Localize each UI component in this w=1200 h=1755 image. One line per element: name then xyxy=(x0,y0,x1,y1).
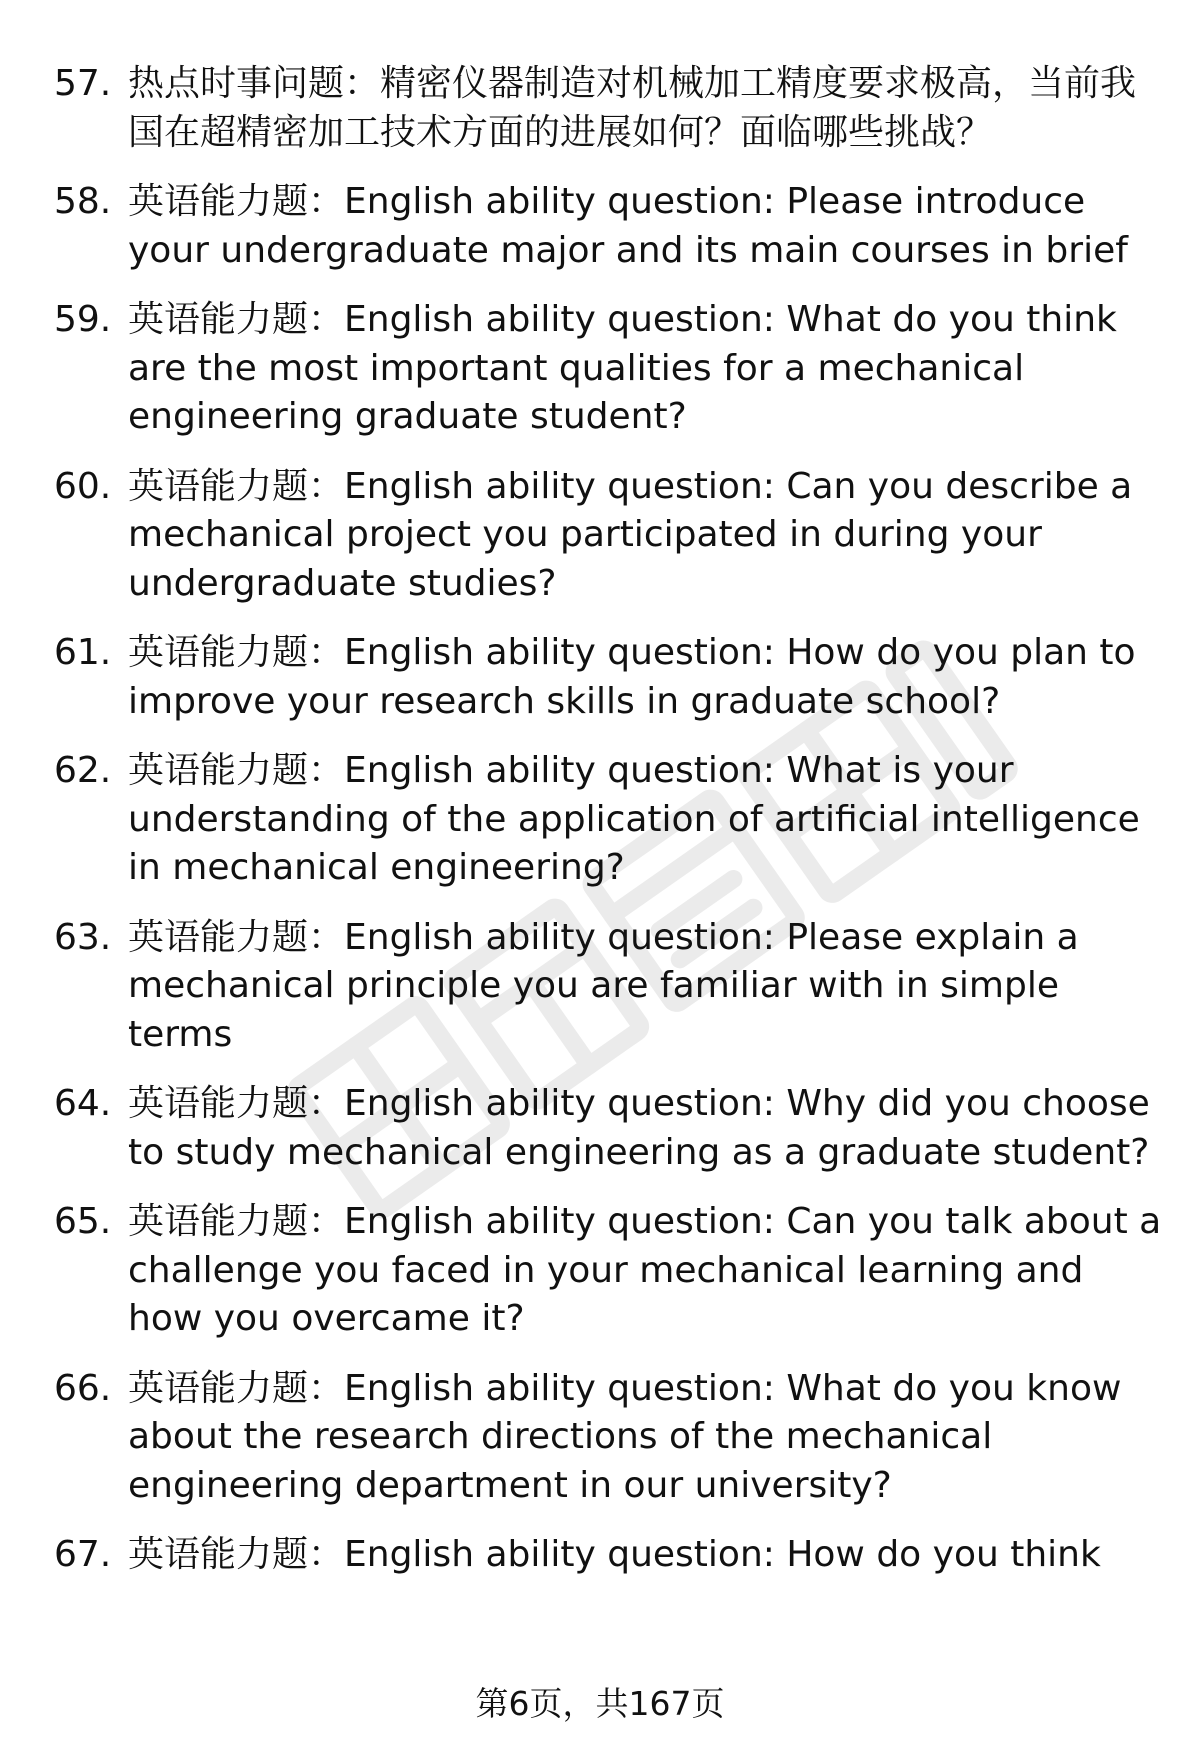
question-item xyxy=(54,1531,1164,1580)
question-category: 英语能力题： xyxy=(128,632,345,673)
question-item xyxy=(54,629,1164,726)
question-number: 57. xyxy=(54,63,112,104)
question-body: English ability question: What is your understanding of the application of artificial intelligence in mechanical engineering? xyxy=(128,750,1140,888)
question-text xyxy=(128,1198,1164,1344)
question-text xyxy=(128,463,1164,609)
question-body: English ability question: Please explain a mechanical principle you are familiar with in simple terms xyxy=(128,916,1079,1055)
question-number: 58. xyxy=(54,181,112,222)
question-body: English ability question: Can you describe a mechanical project you participated in during your undergraduate studies? xyxy=(128,465,1133,604)
question-item xyxy=(54,1080,1164,1177)
question-body: English ability question: What do you think are the most important qualities for a mechanical engineering graduate student? xyxy=(128,299,1117,437)
question-text xyxy=(128,296,1164,442)
question-body: 精密仪器制造对机械加工精度要求极高，当前我国在超精密加工技术方面的进展如何？面临哪些挑战？ xyxy=(128,63,1137,153)
question-body: English ability question: Why did you choose to study mechanical engineering as a graduate student? xyxy=(128,1083,1150,1173)
question-number: 64. xyxy=(54,1083,112,1124)
question-text xyxy=(128,178,1164,275)
question-number: 65. xyxy=(54,1201,112,1242)
question-category: 英语能力题： xyxy=(128,465,345,507)
question-number: 59. xyxy=(54,299,112,340)
question-item xyxy=(54,178,1164,275)
question-category: 英语能力题： xyxy=(128,1367,345,1409)
question-number: 60. xyxy=(54,465,112,507)
question-number: 62. xyxy=(54,750,112,791)
question-number: 63. xyxy=(54,916,112,958)
question-body: English ability question: How do you think xyxy=(344,1534,1101,1575)
question-category: 英语能力题： xyxy=(128,1083,345,1124)
question-category: 英语能力题： xyxy=(128,916,345,958)
question-item xyxy=(54,296,1164,442)
question-body: English ability question: Can you talk about a challenge you faced in your mechanical learning and how you overcame it? xyxy=(128,1201,1162,1339)
question-item xyxy=(54,60,1164,157)
question-item xyxy=(54,1198,1164,1344)
question-text xyxy=(128,747,1164,893)
question-number: 66. xyxy=(54,1367,112,1409)
question-number: 67. xyxy=(54,1534,112,1575)
question-body: English ability question: What do you know about the research directions of the mechanical engineering department in our university? xyxy=(128,1367,1122,1506)
question-category: 热点时事问题： xyxy=(128,63,381,104)
question-body: English ability question: How do you plan to improve your research skills in graduate school? xyxy=(128,632,1136,722)
question-category: 英语能力题： xyxy=(128,750,345,791)
question-text xyxy=(128,914,1164,1060)
page-number-footer: 第6页，共167页 xyxy=(475,1684,725,1723)
question-body: English ability question: Please introduce your undergraduate major and its main courses in brief xyxy=(128,181,1128,271)
question-item xyxy=(54,1365,1164,1511)
question-category: 英语能力题： xyxy=(128,181,345,222)
question-text xyxy=(128,1365,1164,1511)
question-item xyxy=(54,463,1164,609)
question-category: 英语能力题： xyxy=(128,1534,345,1575)
question-list xyxy=(54,60,1164,1580)
question-category: 英语能力题： xyxy=(128,1201,345,1242)
question-category: 英语能力题： xyxy=(128,299,345,340)
question-item xyxy=(54,747,1164,893)
question-item xyxy=(54,914,1164,1060)
question-text xyxy=(128,1080,1164,1177)
question-text xyxy=(128,1531,1164,1580)
question-text xyxy=(128,60,1164,157)
question-text xyxy=(128,629,1164,726)
question-number: 61. xyxy=(54,632,112,673)
